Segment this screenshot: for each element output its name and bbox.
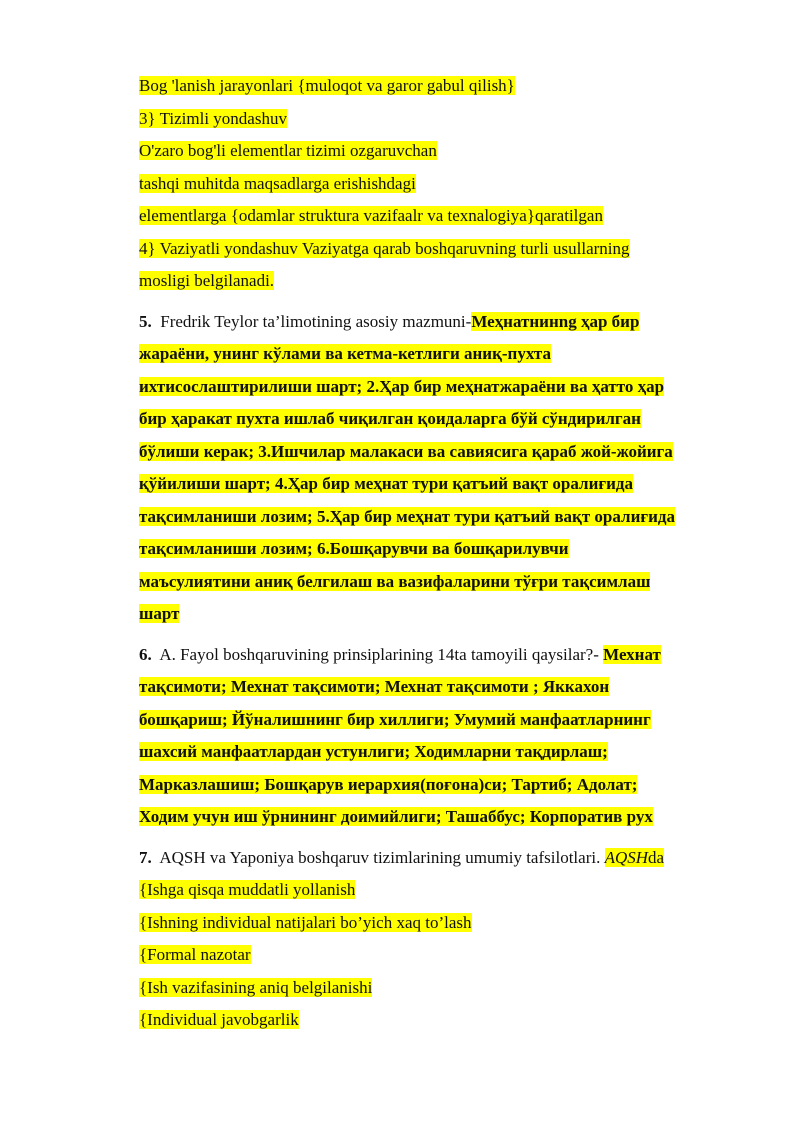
- answer-line: Меҳнатнинng ҳар бир: [471, 311, 640, 331]
- answer-line: {Ishga qisqa muddatli yollanish: [139, 880, 356, 899]
- intro-line: 4} Vaziyatli yondashuv Vaziyatga qarab boshqaruvning turli usullarning: [139, 238, 630, 258]
- answer-country: AQSH: [604, 847, 649, 867]
- answer-line: {Ishning individual natijalari bo’yich xaq to’lash: [139, 912, 472, 932]
- document-page: [139, 70, 739, 1037]
- answer-line: жараёни, унинг кўлами ва кетма-кетлиги аниқ-пухта: [139, 344, 551, 363]
- intro-line: O'zaro bog'li elementlar tizimi ozgaruvchan: [139, 141, 437, 160]
- question-6: [139, 639, 739, 834]
- intro-line: tashqi muhitda maqsadlarga erishishdagi: [139, 173, 416, 193]
- answer-line: {Formal nazotar: [139, 945, 251, 964]
- answer-line: Мехнат: [603, 644, 661, 664]
- answer-line: ихтисослаштирилиши шарт; 2.Ҳар бир меҳнатжараёни ва ҳатто ҳар: [139, 376, 665, 396]
- intro-line: 3} Tizimli yondashuv: [139, 108, 287, 128]
- intro-line: Bog 'lanish jarayonlari {muloqot va garor gabul qilish}: [139, 76, 515, 95]
- question-text: A. Fayol boshqaruvining prinsiplarining 14ta tamoyili qaysilar?-: [159, 644, 599, 664]
- question-7: [139, 842, 739, 1037]
- answer-suffix: da: [648, 847, 665, 867]
- answer-line: Марказлашиш; Бошқарув иерархия(поғона)си; Тартиб; Адолат;: [139, 774, 638, 794]
- answer-line: шарт: [139, 604, 180, 623]
- answer-line: қўйилиши шарт; 4.Ҳар бир меҳнат тури қатъий вақт оралиғида: [139, 474, 633, 493]
- answer-line: {Individual javobgarlik: [139, 1010, 299, 1029]
- answer-line: бир ҳаракат пухта ишлаб чиқилган қоидаларга бўй сўндирилган: [139, 409, 641, 428]
- answer-line: шахсий манфаатлардан устунлиги; Ходимларни тақдирлаш;: [139, 742, 608, 761]
- answer-line: бўлиши керак; 3.Ишчилар малакаси ва савиясига қараб жой-жойига: [139, 441, 673, 461]
- question-text: AQSH va Yaponiya boshqaruv tizimlarining umumiy tafsilotlari.: [159, 847, 601, 867]
- question-5: [139, 306, 739, 631]
- answer-line: тақсимланиши лозим; 6.Бошқарувчи ва бошқарилувчи: [139, 539, 569, 558]
- answer-line: бошқариш; Йўналишнинг бир хиллиги; Умумий манфаатларнинг: [139, 709, 651, 729]
- question-text: Fredrik Teylor ta’limotining asosiy mazmuni-: [160, 311, 472, 331]
- answer-line: {Ish vazifasining aniq belgilanishi: [139, 977, 373, 997]
- intro-block: [139, 70, 739, 298]
- answer-line: маъсулиятини аниқ белгилаш ва вазифаларини тўғри тақсимлаш: [139, 571, 651, 591]
- answer-line: тақсимоти; Мехнат тақсимоти; Мехнат тақсимоти ; Яккахон: [139, 677, 610, 696]
- answer-line: тақсимланиши лозим; 5.Ҳар бир меҳнат тури қатъий вақт оралиғида: [139, 506, 675, 526]
- question-number: 6.: [139, 644, 152, 664]
- intro-line: elementlarga {odamlar struktura vazifaalr va texnalogiya}qaratilgan: [139, 206, 603, 225]
- intro-line: mosligi belgilanadi.: [139, 271, 275, 290]
- question-number: 7.: [139, 847, 152, 867]
- question-number: 5.: [139, 311, 152, 331]
- answer-line: Ходим учун иш ўрнининг доимийлиги; Ташаббус; Корпоратив рух: [139, 807, 653, 826]
